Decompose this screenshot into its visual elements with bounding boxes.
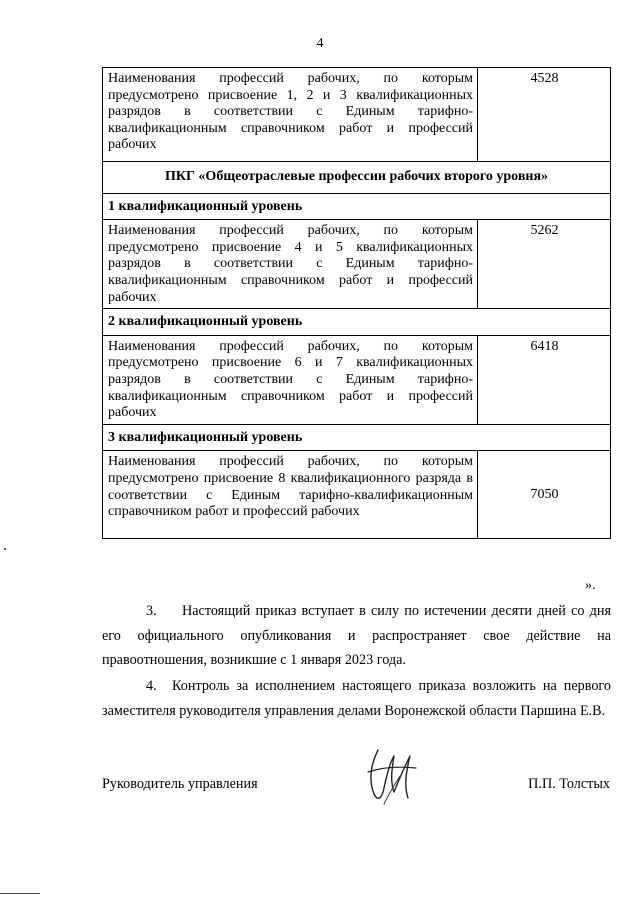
paragraph-3 bbox=[102, 599, 611, 673]
paragraph-number: 4. bbox=[146, 678, 157, 694]
professional-group-heading: ПКГ «Общеотраслевые профессии рабочих второго уровня» bbox=[103, 162, 611, 194]
table-closing-quote: ». bbox=[585, 578, 596, 593]
table-row bbox=[103, 335, 611, 424]
qualification-level-heading: 2 квалификационный уровень bbox=[103, 309, 611, 336]
salary-amount: 4528 bbox=[478, 68, 611, 162]
table-row bbox=[103, 424, 611, 451]
salary-amount: 7050 bbox=[478, 451, 611, 539]
profession-description: Наименования профессий рабочих, по которым предусмотрено присвоение 8 квалификационного разряда в соответствии с Единым тарифно-квалификационным справочником работ и профессий рабочих bbox=[103, 451, 478, 539]
scan-edge-line bbox=[0, 893, 40, 894]
salary-amount: 5262 bbox=[478, 220, 611, 309]
table-row bbox=[103, 193, 611, 220]
scan-speck bbox=[4, 548, 6, 550]
table-row bbox=[103, 68, 611, 162]
signatory-position: Руководитель управления bbox=[102, 776, 258, 792]
paragraph-4 bbox=[102, 674, 611, 723]
salary-table bbox=[102, 67, 611, 539]
profession-description: Наименования профессий рабочих, по которым предусмотрено присвоение 6 и 7 квалификационных разрядов в соответствии с Единым тарифно-квалификационным справочником работ и профессий рабочих bbox=[103, 335, 478, 424]
profession-description: Наименования профессий рабочих, по которым предусмотрено присвоение 1, 2 и 3 квалификационных разрядов в соответствии с Единым тарифно-квалификационным справочником работ и профессий рабочих bbox=[103, 68, 478, 162]
paragraph-number: 3. bbox=[146, 603, 157, 619]
page-number: 4 bbox=[316, 36, 324, 51]
table-row bbox=[103, 162, 611, 194]
signatory-name: П.П. Толстых bbox=[528, 776, 610, 792]
qualification-level-heading: 1 квалификационный уровень bbox=[103, 193, 611, 220]
table-row bbox=[103, 220, 611, 309]
handwritten-signature bbox=[360, 742, 430, 808]
salary-amount: 6418 bbox=[478, 335, 611, 424]
paragraph-text: Контроль за исполнением настоящего приказа возложить на первого заместителя руководителя управления делами Воронежской области Паршина Е.В. bbox=[102, 678, 611, 719]
profession-description: Наименования профессий рабочих, по которым предусмотрено присвоение 4 и 5 квалификационных разрядов в соответствии с Единым тарифно-квалификационным справочником работ и профессий рабочих bbox=[103, 220, 478, 309]
qualification-level-heading: 3 квалификационный уровень bbox=[103, 424, 611, 451]
table-row bbox=[103, 451, 611, 539]
table-row bbox=[103, 309, 611, 336]
paragraph-text: Настоящий приказ вступает в силу по истечении десяти дней со дня его официального опубликования и распространяет свое действие на правоотношения, возникшие с 1 января 2023 года. bbox=[102, 603, 611, 668]
